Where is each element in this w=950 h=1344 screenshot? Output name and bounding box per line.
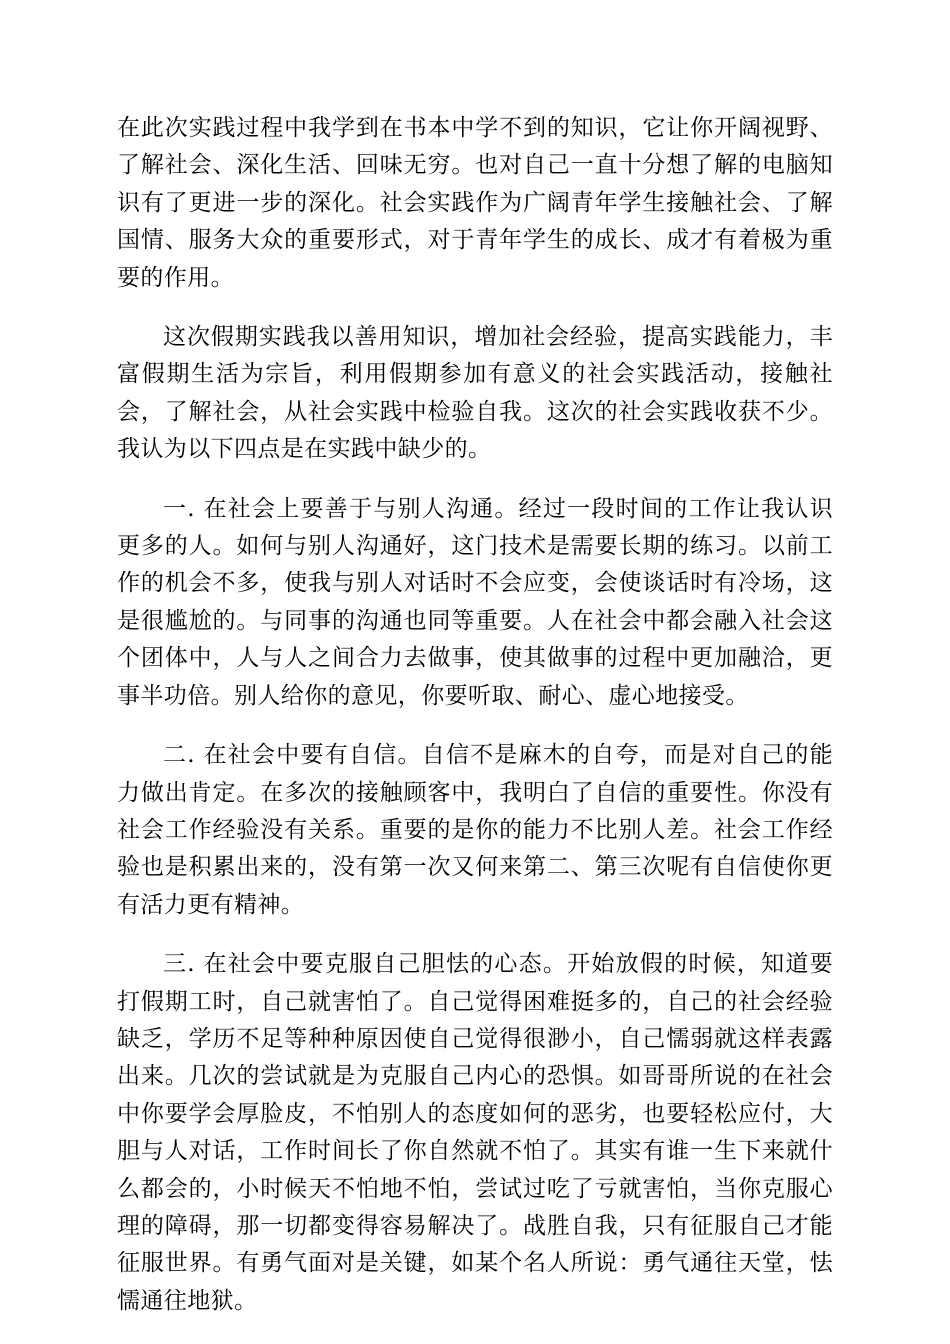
paragraph-intro: 在此次实践过程中我学到在书本中学不到的知识，它让你开阔视野、了解社会、深化生活、回味无穷。也对自己一直十分想了解的电脑知识有了更进一步的深化。社会实践作为广阔青年学生接触社会、了解国情、服务大众的重要形式，对于青年学生的成长、成才有着极为重要的作用。 [117,115,833,291]
paragraph-point-two: 二. 在社会中要有自信。自信不是麻木的自夸，而是对自己的能力做出肯定。在多次的接触顾客中，我明白了自信的重要性。你没有社会工作经验没有关系。重要的是你的能力不比别人差。社会工作经验也是积累出来的，没有第一次又何来第二、第三次呢有自信使你更有活力更有精神。 [117,742,833,918]
paragraph-point-three: 三. 在社会中要克服自己胆怯的心态。开始放假的时候，知道要打假期工时，自己就害怕了。自己觉得困难挺多的，自己的社会经验缺乏，学历不足等种种原因使自己觉得很渺小，自己懦弱就这样表露出来。几次的尝试就是为克服自己内心的恐惧。如哥哥所说的在社会中你要学会厚脸皮，不怕别人的态度如何的恶劣，也要轻松应付，大胆与人对话，工作时间长了你自然就不怕了。其实有谁一生下来就什么都会的，小时候天不怕地不怕，尝试过吃了亏就害怕，当你克服心理的障碍，那一切都变得容易解决了。战胜自我，只有征服自己才能征服世界。有勇气面对是关键，如某个名人所说：勇气通往天堂，怯懦通往地狱。 [117,951,833,1314]
document-page [117,110,833,1320]
paragraph-point-one: 一. 在社会上要善于与别人沟通。经过一段时间的工作让我认识更多的人。如何与别人沟通好，这门技术是需要长期的练习。以前工作的机会不多，使我与别人对话时不会应变，会使谈话时有冷场，这是很尴尬的。与同事的沟通也同等重要。人在社会中都会融入社会这个团体中，人与人之间合力去做事，使其做事的过程中更加融洽，更事半功倍。别人给你的意见，你要听取、耐心、虚心地接受。 [117,495,833,709]
paragraph-purpose: 这次假期实践我以善用知识，增加社会经验，提高实践能力，丰富假期生活为宗旨，利用假期参加有意义的社会实践活动，接触社会，了解社会，从社会实践中检验自我。这次的社会实践收获不少。我认为以下四点是在实践中缺少的。 [117,324,833,463]
